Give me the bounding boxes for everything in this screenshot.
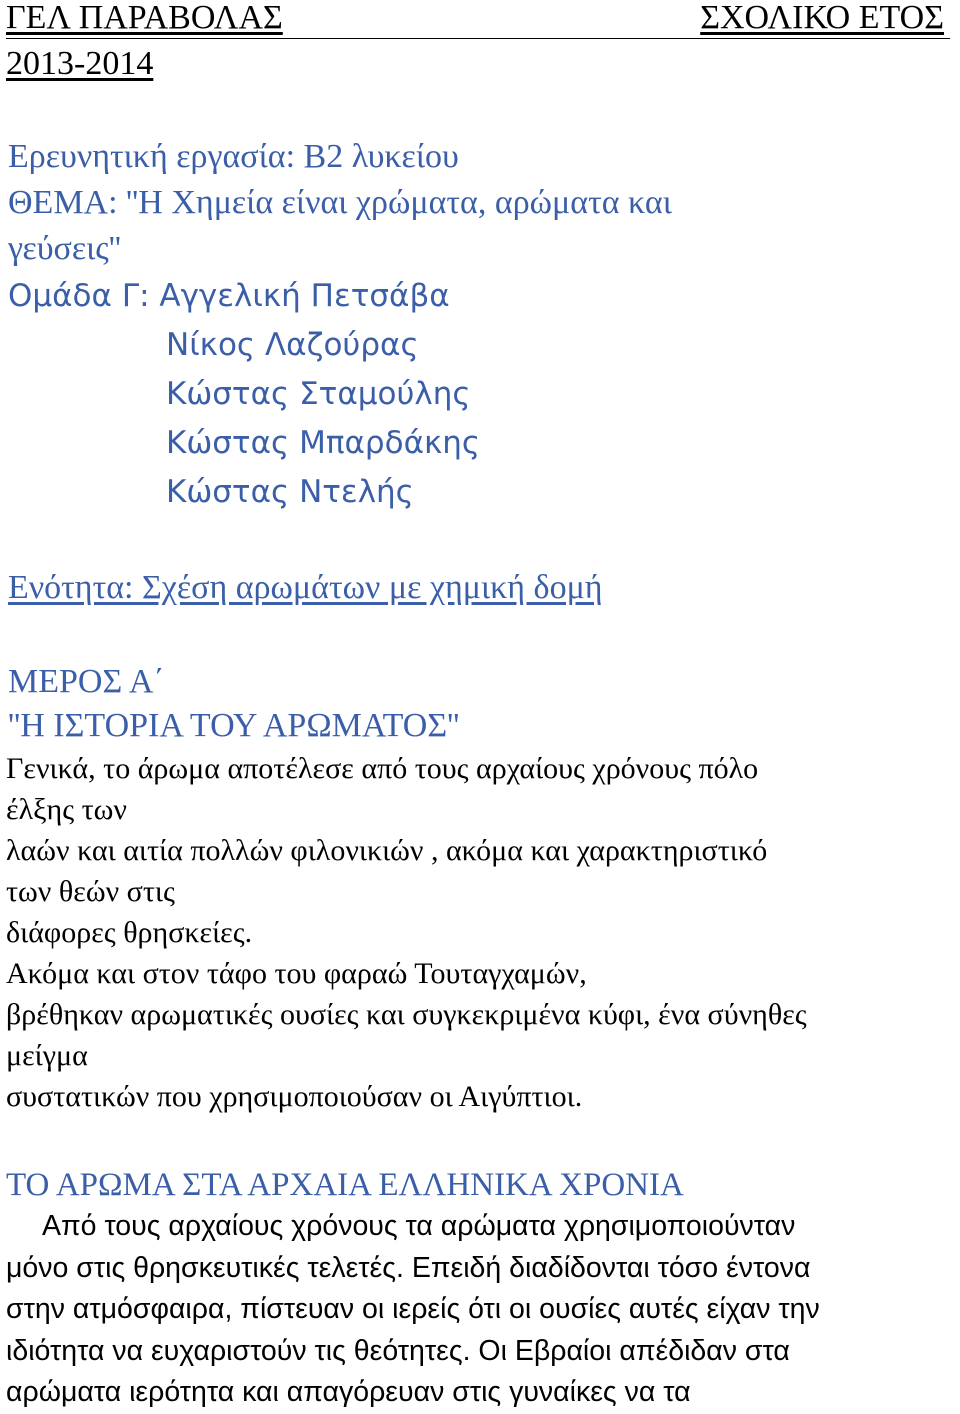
paragraph-line: στην ατμόσφαιρα, πίστευαν οι ιερείς ότι οι ουσίες αυτές είχαν την xyxy=(6,1293,820,1325)
school-year: 2013-2014 xyxy=(6,45,154,82)
part-heading: ''Η ΙΣΤΟΡΙΑ ΤΟΥ ΑΡΩΜΑΤΟΣ'' xyxy=(8,707,460,744)
body-line: Γενικά, το άρωμα αποτέλεσε από τους αρχαίους χρόνους πόλο xyxy=(6,752,759,785)
title-block xyxy=(8,134,938,272)
research-title: Ερευνητική εργασία: Β2 λυκείου xyxy=(8,138,459,175)
paragraph-line: ιδιότητα να ευχαριστούν τις θεότητες. Οι Εβραίοι απέδιδαν στα xyxy=(6,1334,790,1367)
theme-line-2: γεύσεις'' xyxy=(8,230,122,267)
paragraph-line: Από τους αρχαίους χρόνους τα αρώματα χρησιμοποιούνταν xyxy=(42,1210,796,1242)
document-header xyxy=(6,0,950,82)
body-line: Ακόμα και στον τάφο του φαραώ Τουταγχαμών, xyxy=(6,957,587,990)
body-line: έλξης των xyxy=(6,793,127,826)
team-list xyxy=(8,272,480,517)
section-title-text: Ενότητα: Σχέση αρωμάτων με χημική δομή xyxy=(8,569,603,606)
team-member: Νίκος Λαζούρας xyxy=(166,327,419,363)
body-line: λαών και αιτία πολλών φιλονικιών , ακόμα και χαρακτηριστικό xyxy=(6,834,768,867)
school-year-line xyxy=(6,44,153,84)
school-name: ΓΕΛ ΠΑΡΑΒΟΛΑΣ xyxy=(6,0,283,36)
ancient-greece-paragraph xyxy=(6,1206,956,1414)
team-label: Ομάδα Γ: Αγγελική Πετσάβα xyxy=(8,278,450,314)
part-heading-block xyxy=(8,660,459,748)
header-line xyxy=(6,0,950,39)
body-line: βρέθηκαν αρωματικές ουσίες και συγκεκριμένα κύφι, ένα σύνηθες xyxy=(6,998,807,1031)
paragraph-line: μόνο στις θρησκευτικές τελετές. Επειδή διαδίδονται τόσο έντονα xyxy=(6,1251,811,1284)
body-line: μείγμα xyxy=(6,1039,88,1072)
body-line: συστατικών που χρησιμοποιούσαν οι Αιγύπτιοι. xyxy=(6,1080,583,1113)
history-paragraph xyxy=(6,748,956,1117)
body-line: των θεών στις xyxy=(6,875,175,908)
part-label: ΜΕΡΟΣ Α΄ xyxy=(8,663,165,700)
team-member: Κώστας Μπαρδάκης xyxy=(166,425,481,461)
theme-line-1: ΘΕΜΑ: ''Η Χημεία είναι χρώματα, αρώματα και xyxy=(8,184,672,221)
team-member: Κώστας Σταμούλης xyxy=(166,376,471,412)
school-year-label: ΣΧΟΛΙΚΟ ΕΤΟΣ xyxy=(700,0,944,36)
body-line: διάφορες θρησκείες. xyxy=(6,916,253,949)
paragraph-line: αρώματα ιερότητα και απαγόρευαν στις γυναίκες να τα xyxy=(6,1376,691,1408)
team-member: Κώστας Ντελής xyxy=(166,474,414,510)
section-title xyxy=(8,566,603,610)
ancient-greece-heading: ΤΟ ΑΡΩΜΑ ΣΤΑ ΑΡΧΑΙΑ ΕΛΛΗΝΙΚΑ ΧΡΟΝΙΑ xyxy=(6,1167,684,1203)
